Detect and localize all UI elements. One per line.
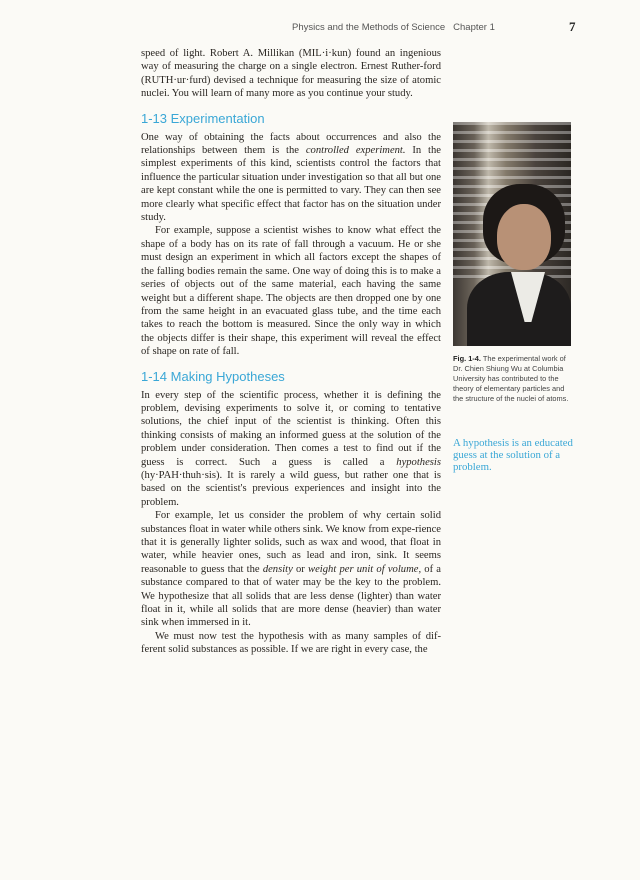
emphasis-weight-per-volume: weight per unit of volume, <box>308 563 422 575</box>
running-head-chapter: Chapter 1 <box>453 22 495 33</box>
hypotheses-paragraph-1 <box>141 389 441 510</box>
text-run: For example, let us consider the problem of why certain solid substances float in water while others sink. We know from expe-rience that it is generally lighter solids, such as wax and wood, that float in water, while heavier ones, such as lead and iron, sink. It seems reasonable to guess that the <box>141 510 441 575</box>
figure-caption <box>453 354 575 404</box>
experimentation-paragraph-2: For example, suppose a scientist wishes to know what effect the shape of a body has on its rate of fall through a vacuum. He or she must design an experiment in which all factors except the shapes of the falling bodies remain the same. One way of doing this is to make a series of objects out of the same material, each having the same weight but a different shape. The objects are then dropped one by one from the same height in an evacuated glass tube, and the time each takes to reach the bottom is measured. Since the only way in which the objects differ is their shape, this experiment will reveal the effect of shape on rate of fall. <box>141 225 441 358</box>
portrait-face <box>497 204 551 270</box>
text-run: (hy·PAH·thuh·sis). It is rarely a wild guess, but rather one that is based on the scientist's previous experiences and insight into the problem. <box>141 469 441 508</box>
text-run: of a substance compared to that of water may be the key to the problem. We hypothesize that all solids that are less dense (lighter) than water float in it, while all solids that are more dense (heavier) than water sink when immersed in it. <box>141 563 441 629</box>
emphasis-density: density <box>262 563 293 575</box>
hypotheses-paragraph-2 <box>141 509 441 630</box>
text-run: One way of obtaining the facts about occurrences and also the relationships between them is the <box>141 131 441 157</box>
section-heading-hypotheses: 1-14 Making Hypotheses <box>141 368 285 384</box>
text-run: In every step of the scientific process, whether it is defining the problem, devising experiments to solve it, or coming to tentative solutions, the chief input of the scientist is thinking. Often this thinking consists of making an informed guess at the solution of the problem under consideration. Then comes a test to find out if the guess is correct. Such a guess is called a <box>141 389 441 468</box>
text-run: or <box>292 563 309 575</box>
hypotheses-paragraph-3: We must now test the hypothesis with as many samples of dif-ferent solid substances as possible. If we are right in every case, the <box>141 630 441 656</box>
margin-note: A hypothesis is an educated guess at the solution of a problem. <box>453 437 573 474</box>
intro-paragraph: speed of light. Robert A. Millikan (MIL·i·kun) found an ingenious way of measuring the charge on a single electron. Ernest Ruther-ford (RUTH·ur·furd) devised a technique for measuring the size of atomic nuclei. You will learn of many more as you continue your study. <box>141 48 441 100</box>
running-head <box>292 19 582 34</box>
figure-label: Fig. 1-4. <box>453 354 481 363</box>
text-run: In the simplest experiments of this kind, scientists control the factors that influence the particular situation under investigation so that all but one are kept constant while the one is permitted to vary. They can then see more clearly what specific effect that factor has on the situation under study. <box>141 145 441 224</box>
experimentation-paragraph-1 <box>141 131 441 225</box>
running-head-title: Physics and the Methods of Science <box>292 22 446 33</box>
figure-caption-text: The experimental work of Dr. Chien Shiung Wu at Columbia University has contributed to the theory of elementary particles and the structure of the nuclei of atoms. <box>453 354 569 403</box>
emphasis-hypothesis: hypothesis <box>396 456 441 468</box>
section-heading-experimentation: 1-13 Experimentation <box>141 110 265 126</box>
portrait-photo <box>453 122 571 346</box>
page-number: 7 <box>569 19 576 34</box>
main-text-column <box>141 47 441 657</box>
emphasis-controlled-experiment: controlled experiment. <box>305 145 406 157</box>
